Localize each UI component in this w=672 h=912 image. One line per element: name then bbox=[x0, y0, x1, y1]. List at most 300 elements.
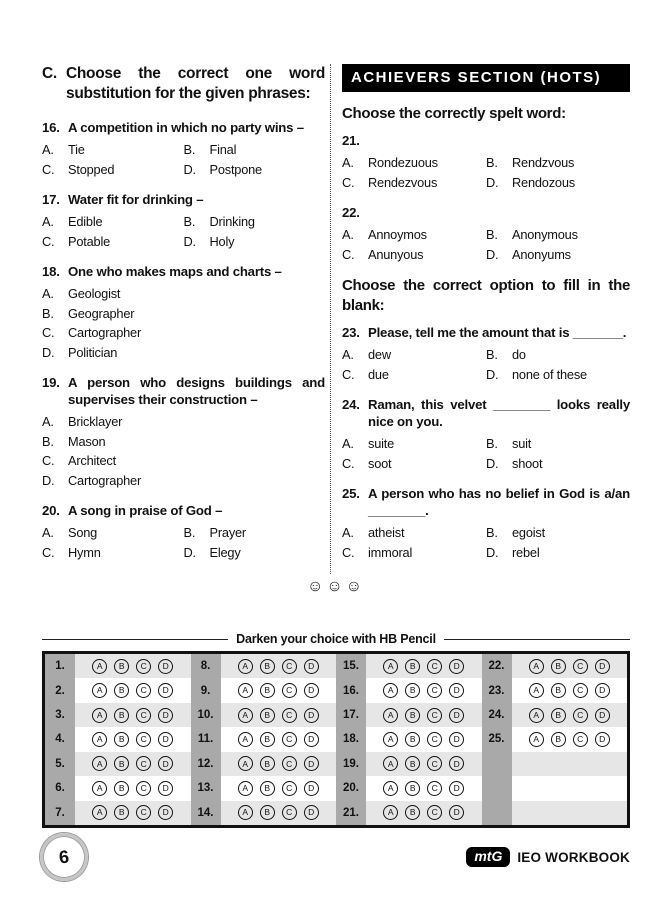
option-label: C. bbox=[42, 325, 55, 340]
omr-question-number: 4. bbox=[45, 727, 75, 751]
omr-question-number: 6. bbox=[45, 776, 75, 800]
bubble-option-b[interactable]: B bbox=[260, 732, 275, 747]
left-question-list bbox=[42, 119, 325, 562]
answer-option bbox=[342, 225, 486, 245]
question-stem: A competition in which no party wins – bbox=[68, 120, 304, 135]
bubble-option-d[interactable]: D bbox=[449, 708, 464, 723]
bubble-option-b[interactable]: B bbox=[114, 708, 129, 723]
bubble-option-a[interactable]: A bbox=[92, 781, 107, 796]
omr-row bbox=[191, 752, 337, 776]
bubble-option-d[interactable]: D bbox=[304, 781, 319, 796]
omr-row bbox=[191, 654, 337, 678]
omr-bubble-cell bbox=[512, 703, 628, 727]
bubble-option-d[interactable]: D bbox=[304, 708, 319, 723]
workbook-title: IEO WORKBOOK bbox=[517, 849, 630, 865]
bubble-option-a[interactable]: A bbox=[92, 805, 107, 820]
bubble-option-a[interactable]: A bbox=[92, 683, 107, 698]
bubble-option-c[interactable]: C bbox=[282, 756, 297, 771]
bubble-option-b[interactable]: B bbox=[551, 659, 566, 674]
bubble-option-a[interactable]: A bbox=[383, 683, 398, 698]
option-text: suite bbox=[368, 436, 395, 451]
omr-question-number: 18. bbox=[336, 727, 366, 751]
option-label: D. bbox=[183, 161, 196, 177]
bubble-option-b[interactable]: B bbox=[260, 805, 275, 820]
omr-bubble-cell bbox=[221, 801, 337, 825]
bubble-option-d[interactable]: D bbox=[304, 805, 319, 820]
omr-column-group bbox=[191, 654, 337, 825]
bubble-option-a[interactable]: A bbox=[529, 708, 544, 723]
option-text: Stopped bbox=[68, 161, 115, 177]
achievers-section-banner: ACHIEVERS SECTION (HOTS) bbox=[342, 64, 630, 92]
option-label: A. bbox=[342, 436, 354, 451]
bubble-option-c[interactable]: C bbox=[282, 659, 297, 674]
question-stem: One who makes maps and charts – bbox=[68, 264, 282, 279]
answer-option bbox=[486, 345, 630, 365]
rule-line bbox=[42, 639, 228, 640]
option-list bbox=[342, 153, 630, 192]
omr-question-number: 9. bbox=[191, 678, 221, 702]
bubble-option-c[interactable]: C bbox=[136, 732, 151, 747]
option-label: A. bbox=[342, 347, 354, 362]
omr-question-number: 16. bbox=[336, 678, 366, 702]
bubble-option-a[interactable]: A bbox=[383, 781, 398, 796]
answer-option bbox=[342, 153, 486, 173]
subsection-heading: Choose the correctly spelt word: bbox=[342, 105, 566, 122]
omr-row bbox=[336, 752, 482, 776]
question-heading bbox=[342, 324, 630, 341]
option-label: B. bbox=[486, 155, 498, 170]
bubble-option-a[interactable]: A bbox=[238, 708, 253, 723]
question-stem: Please, tell me the amount that is _______. bbox=[368, 325, 627, 340]
bubble-option-b[interactable]: B bbox=[551, 732, 566, 747]
bubble-option-d[interactable]: D bbox=[304, 756, 319, 771]
omr-row bbox=[482, 678, 628, 702]
bubble-option-c[interactable]: C bbox=[573, 732, 588, 747]
omr-bubble-grid bbox=[42, 651, 630, 828]
bubble-option-c[interactable]: C bbox=[282, 805, 297, 820]
omr-row bbox=[336, 727, 482, 751]
bubble-option-b[interactable]: B bbox=[260, 683, 275, 698]
omr-column-group bbox=[45, 654, 191, 825]
bubble-option-a[interactable]: A bbox=[529, 683, 544, 698]
answer-option bbox=[42, 432, 325, 452]
omr-question-number: 23. bbox=[482, 678, 512, 702]
bubble-option-c[interactable]: C bbox=[573, 659, 588, 674]
omr-question-number: 13. bbox=[191, 776, 221, 800]
option-text: Edible bbox=[68, 214, 103, 229]
option-label: B. bbox=[183, 142, 196, 157]
bubble-option-b[interactable]: B bbox=[114, 683, 129, 698]
bubble-option-b[interactable]: B bbox=[405, 756, 420, 771]
bubble-option-c[interactable]: C bbox=[136, 659, 151, 674]
omr-bubble-cell bbox=[366, 727, 482, 751]
omr-bubble-cell bbox=[512, 776, 628, 800]
option-label: D. bbox=[486, 455, 499, 471]
bubble-option-b[interactable]: B bbox=[260, 708, 275, 723]
omr-bubble-cell bbox=[75, 727, 191, 751]
bubble-option-d[interactable]: D bbox=[158, 756, 173, 771]
answer-option bbox=[486, 434, 630, 454]
bubble-option-c[interactable]: C bbox=[427, 756, 442, 771]
bubble-option-c[interactable]: C bbox=[136, 781, 151, 796]
question-number: 17. bbox=[42, 192, 60, 207]
bubble-option-d[interactable]: D bbox=[158, 683, 173, 698]
bubble-option-c[interactable]: C bbox=[427, 683, 442, 698]
omr-row bbox=[45, 752, 191, 776]
answer-option bbox=[42, 412, 325, 432]
omr-row bbox=[45, 678, 191, 702]
bubble-option-d[interactable]: D bbox=[304, 683, 319, 698]
omr-bubble-cell bbox=[75, 776, 191, 800]
bubble-option-c[interactable]: C bbox=[136, 683, 151, 698]
bubble-option-a[interactable]: A bbox=[529, 659, 544, 674]
bubble-option-c[interactable]: C bbox=[427, 708, 442, 723]
answer-option bbox=[184, 543, 326, 563]
omr-bubble-cell bbox=[366, 678, 482, 702]
bubble-option-a[interactable]: A bbox=[92, 756, 107, 771]
option-text: Geographer bbox=[68, 305, 135, 321]
option-text: atheist bbox=[368, 525, 405, 540]
question-stem: A song in praise of God – bbox=[68, 503, 223, 518]
question-heading bbox=[42, 119, 325, 136]
omr-row bbox=[482, 654, 628, 678]
left-column bbox=[42, 64, 330, 574]
bubble-option-a[interactable]: A bbox=[238, 781, 253, 796]
option-text: Rendezvous bbox=[368, 174, 438, 190]
omr-bubble-cell bbox=[221, 703, 337, 727]
omr-question-number: 2. bbox=[45, 678, 75, 702]
omr-bubble-cell bbox=[512, 752, 628, 776]
bubble-option-b[interactable]: B bbox=[114, 805, 129, 820]
omr-bubble-cell bbox=[512, 727, 628, 751]
option-label: B. bbox=[486, 227, 498, 242]
bubble-option-c[interactable]: C bbox=[282, 683, 297, 698]
option-text: Geologist bbox=[68, 286, 121, 301]
omr-question-number: 10. bbox=[191, 703, 221, 727]
bubble-option-a[interactable]: A bbox=[238, 732, 253, 747]
bubble-option-a[interactable]: A bbox=[383, 805, 398, 820]
omr-bubble-cell bbox=[512, 654, 628, 678]
omr-question-number: 12. bbox=[191, 752, 221, 776]
bubble-option-b[interactable]: B bbox=[114, 659, 129, 674]
bubble-option-a[interactable]: A bbox=[383, 732, 398, 747]
omr-row bbox=[191, 703, 337, 727]
option-label: A. bbox=[342, 525, 354, 540]
bubble-option-a[interactable]: A bbox=[92, 732, 107, 747]
answer-option bbox=[42, 323, 325, 343]
bubble-option-a[interactable]: A bbox=[238, 805, 253, 820]
omr-bubble-cell bbox=[221, 727, 337, 751]
bubble-option-c[interactable]: C bbox=[427, 781, 442, 796]
omr-bubble-cell bbox=[221, 752, 337, 776]
omr-question-number: 15. bbox=[336, 654, 366, 678]
option-label: B. bbox=[183, 525, 196, 540]
option-text: Politician bbox=[68, 344, 118, 360]
question-block bbox=[342, 485, 630, 562]
bubble-option-d[interactable]: D bbox=[595, 659, 610, 674]
omr-bubble-cell bbox=[221, 678, 337, 702]
bubble-option-b[interactable]: B bbox=[114, 781, 129, 796]
option-list bbox=[342, 225, 630, 264]
question-block bbox=[342, 396, 630, 473]
option-list bbox=[342, 523, 630, 562]
section-title: Choose the correct one word substitution for the given phrases: bbox=[66, 65, 325, 102]
question-block bbox=[42, 374, 325, 490]
bubble-option-d[interactable]: D bbox=[595, 708, 610, 723]
omr-column-group bbox=[336, 654, 482, 825]
omr-bubble-cell bbox=[221, 654, 337, 678]
option-text: due bbox=[368, 366, 389, 382]
bubble-option-d[interactable]: D bbox=[158, 781, 173, 796]
option-label: A. bbox=[42, 414, 54, 429]
question-number: 20. bbox=[42, 503, 60, 518]
bubble-option-b[interactable]: B bbox=[551, 708, 566, 723]
bubble-option-a[interactable]: A bbox=[383, 708, 398, 723]
omr-row bbox=[191, 678, 337, 702]
bubble-option-c[interactable]: C bbox=[136, 708, 151, 723]
answer-option bbox=[486, 365, 630, 385]
option-label: D. bbox=[42, 472, 55, 488]
option-text: Postpone bbox=[209, 161, 262, 177]
option-list bbox=[42, 412, 325, 490]
question-heading bbox=[342, 396, 630, 430]
question-block bbox=[342, 132, 630, 192]
option-text: rebel bbox=[512, 544, 540, 560]
answer-sheet-instruction-row bbox=[42, 632, 630, 646]
question-stem bbox=[368, 132, 630, 149]
option-text: do bbox=[512, 347, 526, 362]
answer-option bbox=[42, 471, 325, 491]
option-label: C. bbox=[42, 161, 55, 177]
bubble-option-c[interactable]: C bbox=[282, 781, 297, 796]
bubble-option-d[interactable]: D bbox=[449, 805, 464, 820]
bubble-option-a[interactable]: A bbox=[238, 756, 253, 771]
answer-option bbox=[42, 304, 325, 324]
page-number: 6 bbox=[57, 846, 70, 867]
bubble-option-b[interactable]: B bbox=[405, 732, 420, 747]
question-block bbox=[42, 502, 325, 562]
answer-option bbox=[342, 523, 486, 543]
bubble-option-b[interactable]: B bbox=[114, 732, 129, 747]
option-text: Mason bbox=[68, 433, 106, 449]
omr-question-number: 8. bbox=[191, 654, 221, 678]
bubble-option-c[interactable]: C bbox=[573, 708, 588, 723]
question-number: 16. bbox=[42, 120, 60, 135]
omr-row bbox=[336, 776, 482, 800]
option-text: Anonyums bbox=[512, 246, 571, 262]
omr-row bbox=[482, 801, 628, 825]
bubble-option-b[interactable]: B bbox=[405, 781, 420, 796]
bubble-option-c[interactable]: C bbox=[282, 732, 297, 747]
bubble-option-a[interactable]: A bbox=[92, 659, 107, 674]
bubble-option-a[interactable]: A bbox=[238, 683, 253, 698]
omr-question-number: 19. bbox=[336, 752, 366, 776]
mtg-logo: mtG bbox=[466, 847, 510, 867]
bubble-option-b[interactable]: B bbox=[114, 756, 129, 771]
bubble-option-d[interactable]: D bbox=[304, 732, 319, 747]
answer-option bbox=[42, 284, 325, 304]
bubble-option-b[interactable]: B bbox=[405, 683, 420, 698]
omr-question-number bbox=[482, 752, 512, 776]
omr-bubble-cell bbox=[75, 654, 191, 678]
bubble-option-a[interactable]: A bbox=[383, 659, 398, 674]
bubble-option-b[interactable]: B bbox=[260, 659, 275, 674]
option-label: A. bbox=[42, 286, 54, 301]
answer-option bbox=[42, 232, 184, 252]
option-label: B. bbox=[486, 347, 498, 362]
omr-question-number: 7. bbox=[45, 801, 75, 825]
option-label: C. bbox=[342, 246, 355, 262]
omr-row bbox=[45, 776, 191, 800]
option-label: B. bbox=[183, 214, 196, 229]
answer-option bbox=[42, 343, 325, 363]
bubble-option-a[interactable]: A bbox=[529, 732, 544, 747]
option-text: Rondezuous bbox=[368, 155, 438, 170]
bubble-option-b[interactable]: B bbox=[405, 708, 420, 723]
option-text: dew bbox=[368, 347, 391, 362]
bubble-option-d[interactable]: D bbox=[449, 659, 464, 674]
answer-option bbox=[42, 212, 184, 232]
option-text: Anonymous bbox=[512, 227, 578, 242]
omr-question-number: 5. bbox=[45, 752, 75, 776]
option-text: Hymn bbox=[68, 544, 101, 560]
publisher-brand bbox=[466, 847, 630, 867]
option-text: egoist bbox=[512, 525, 545, 540]
bubble-option-d[interactable]: D bbox=[449, 683, 464, 698]
bubble-option-c[interactable]: C bbox=[427, 659, 442, 674]
answer-option bbox=[486, 225, 630, 245]
question-number: 24. bbox=[342, 397, 360, 412]
option-text: Anunyous bbox=[368, 246, 424, 262]
bubble-option-d[interactable]: D bbox=[595, 683, 610, 698]
omr-question-number bbox=[482, 801, 512, 825]
bubble-option-a[interactable]: A bbox=[92, 708, 107, 723]
bubble-option-d[interactable]: D bbox=[449, 781, 464, 796]
smiley-faces-icon: ☺☺☺ bbox=[306, 578, 365, 595]
bubble-option-c[interactable]: C bbox=[427, 732, 442, 747]
omr-row bbox=[482, 752, 628, 776]
bubble-option-d[interactable]: D bbox=[158, 805, 173, 820]
bubble-option-c[interactable]: C bbox=[282, 708, 297, 723]
option-label: A. bbox=[342, 227, 354, 242]
bubble-option-d[interactable]: D bbox=[158, 708, 173, 723]
bubble-option-d[interactable]: D bbox=[158, 732, 173, 747]
question-stem: Water fit for drinking – bbox=[68, 192, 204, 207]
option-text: Elegy bbox=[209, 544, 241, 560]
answer-option bbox=[184, 160, 326, 180]
option-label: C. bbox=[42, 453, 55, 468]
bubble-option-c[interactable]: C bbox=[136, 756, 151, 771]
bubble-option-c[interactable]: C bbox=[136, 805, 151, 820]
answer-option bbox=[486, 153, 630, 173]
question-number: 19. bbox=[42, 375, 60, 390]
omr-bubble-cell bbox=[366, 703, 482, 727]
option-label: A. bbox=[42, 525, 54, 540]
bubble-option-d[interactable]: D bbox=[158, 659, 173, 674]
answer-option bbox=[486, 454, 630, 474]
omr-question-number: 1. bbox=[45, 654, 75, 678]
question-stem: Raman, this velvet ________ looks really nice on you. bbox=[368, 397, 630, 429]
answer-option bbox=[342, 543, 486, 563]
page-number-circle bbox=[38, 831, 91, 884]
right-question-sections bbox=[342, 104, 630, 562]
option-text: Architect bbox=[68, 453, 116, 468]
omr-question-number: 25. bbox=[482, 727, 512, 751]
question-number: 23. bbox=[342, 325, 360, 340]
option-label: C. bbox=[342, 455, 355, 471]
bubble-option-c[interactable]: C bbox=[573, 683, 588, 698]
question-block bbox=[342, 204, 630, 264]
omr-row bbox=[45, 703, 191, 727]
option-label: D. bbox=[486, 246, 499, 262]
question-block bbox=[42, 119, 325, 179]
option-label: C. bbox=[342, 174, 355, 190]
question-block bbox=[42, 263, 325, 362]
option-label: B. bbox=[42, 305, 54, 321]
bubble-option-b[interactable]: B bbox=[405, 805, 420, 820]
bubble-option-d[interactable]: D bbox=[449, 732, 464, 747]
question-number: 21. bbox=[342, 133, 360, 148]
question-number: 25. bbox=[342, 486, 360, 501]
omr-row bbox=[482, 776, 628, 800]
option-text: none of these bbox=[512, 366, 587, 382]
omr-bubble-cell bbox=[366, 752, 482, 776]
option-text: Tie bbox=[68, 142, 85, 157]
option-text: Prayer bbox=[209, 525, 246, 540]
bubble-option-a[interactable]: A bbox=[383, 756, 398, 771]
option-label: C. bbox=[342, 366, 355, 382]
section-c-heading bbox=[42, 64, 325, 104]
bubble-option-b[interactable]: B bbox=[260, 781, 275, 796]
omr-question-number: 11. bbox=[191, 727, 221, 751]
omr-question-number: 22. bbox=[482, 654, 512, 678]
option-label: D. bbox=[42, 344, 55, 360]
answer-option bbox=[486, 523, 630, 543]
omr-bubble-cell bbox=[366, 801, 482, 825]
omr-question-number: 21. bbox=[336, 801, 366, 825]
bubble-option-a[interactable]: A bbox=[238, 659, 253, 674]
bubble-option-b[interactable]: B bbox=[405, 659, 420, 674]
omr-row bbox=[482, 727, 628, 751]
bubble-option-b[interactable]: B bbox=[260, 756, 275, 771]
omr-row bbox=[45, 801, 191, 825]
omr-row bbox=[191, 776, 337, 800]
omr-question-number: 20. bbox=[336, 776, 366, 800]
question-stem: A person who has no belief in God is a/an ________. bbox=[368, 486, 630, 518]
bubble-option-d[interactable]: D bbox=[595, 732, 610, 747]
omr-bubble-cell bbox=[75, 678, 191, 702]
bubble-option-d[interactable]: D bbox=[449, 756, 464, 771]
bubble-option-b[interactable]: B bbox=[551, 683, 566, 698]
omr-row bbox=[336, 801, 482, 825]
omr-bubble-cell bbox=[512, 801, 628, 825]
omr-row bbox=[191, 801, 337, 825]
option-label: A. bbox=[42, 214, 54, 229]
option-label: C. bbox=[342, 544, 355, 560]
answer-sheet bbox=[42, 632, 630, 828]
question-stem: A person who designs buildings and supervises their construction – bbox=[68, 375, 325, 407]
answer-option bbox=[42, 451, 325, 471]
option-list bbox=[42, 284, 325, 362]
bubble-option-c[interactable]: C bbox=[427, 805, 442, 820]
option-text: soot bbox=[368, 455, 392, 471]
option-label: D. bbox=[183, 233, 196, 249]
answer-option bbox=[42, 140, 184, 160]
answer-option bbox=[42, 543, 184, 563]
omr-column-group bbox=[482, 654, 628, 825]
bubble-option-d[interactable]: D bbox=[304, 659, 319, 674]
option-text: suit bbox=[512, 436, 532, 451]
